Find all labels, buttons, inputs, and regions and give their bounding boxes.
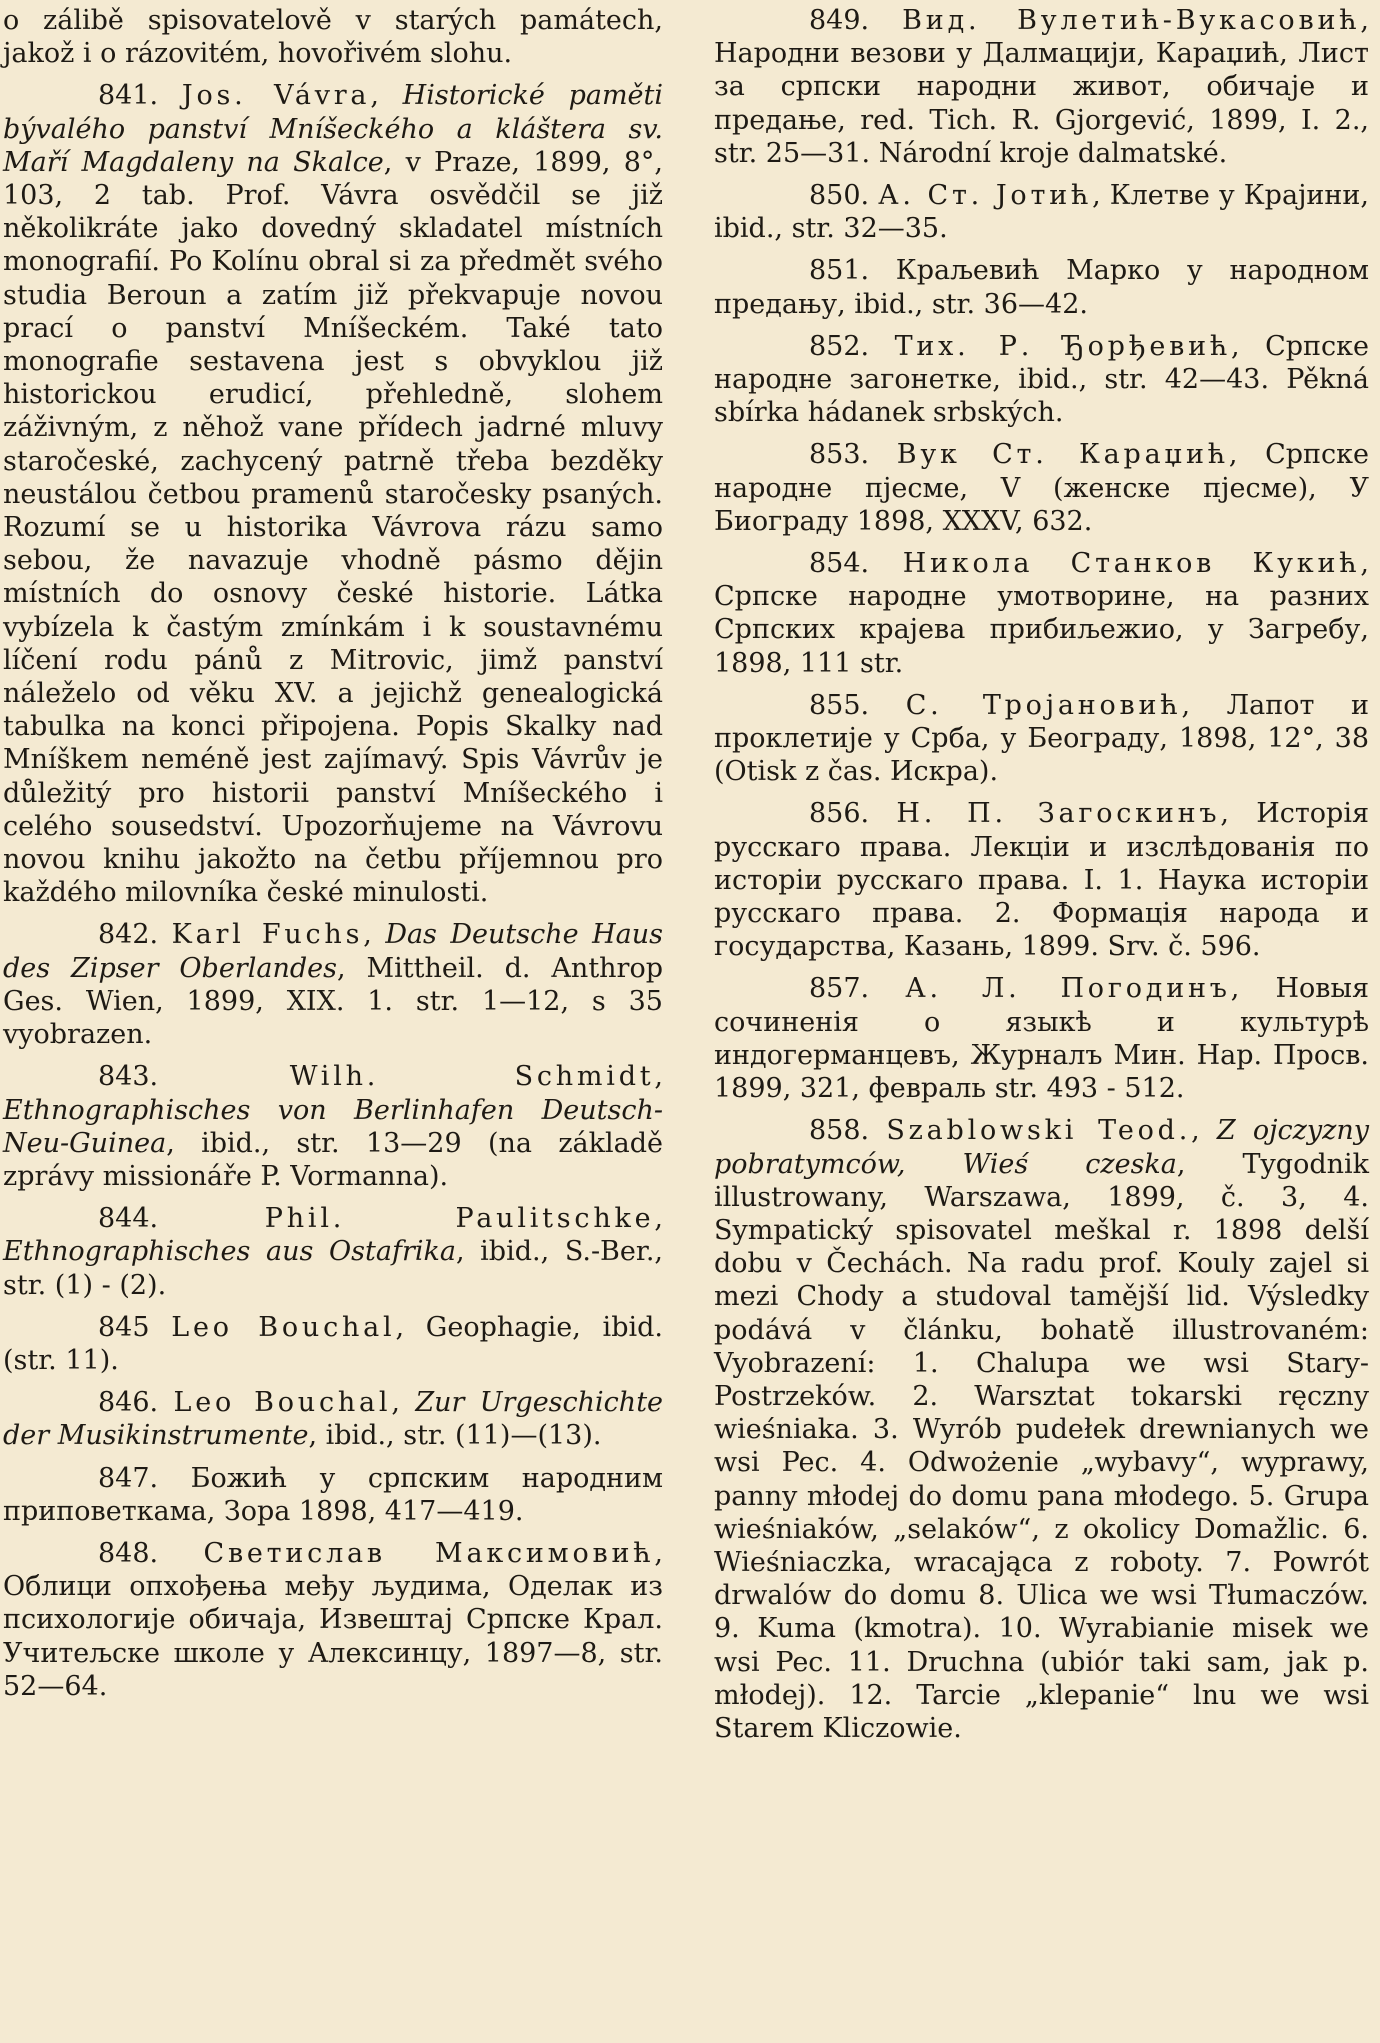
entry-text: , Српске народне пјесме, V (женске пјесме), У Биограду 1898, XXXV, 632. [714, 439, 1370, 537]
entry-title: Ethnographisches aus Ostafrika [3, 1236, 456, 1268]
entry-text: , Geophagie, ibid. (str. 11). [3, 1311, 663, 1376]
entry-text: 850. [809, 180, 879, 212]
entry-text: , [654, 1061, 664, 1093]
entry-author: Тих. Р. Ђорђевић [894, 330, 1232, 362]
entry-author: Вид. Вулетић-Вукасовић [902, 5, 1361, 36]
entry-author: Leo Bouchal [171, 1311, 396, 1343]
entry-author: Н. П. Загоскинъ [896, 798, 1221, 830]
entry-text: 849. [809, 5, 903, 36]
entry-author: Jos. Vávra [181, 80, 371, 112]
entry-842 [3, 918, 663, 1051]
entry-849 [714, 4, 1369, 170]
entry-author: Вук Ст. Караџић [896, 439, 1229, 471]
entry-text: 846. [98, 1387, 174, 1419]
entry-text: , [654, 1203, 663, 1235]
entry-text: 854. [809, 548, 903, 580]
entry-author: Никола Станков Кукић [902, 548, 1361, 580]
entry-text: , [370, 80, 403, 112]
right-column [714, 4, 1369, 1754]
entry-text: , Облици опхођења међу људима, Оделак из психологије обичаја, Извештај Српске Крал. Учитељске школе у Алексинцу, 1897—8, str. 52—64. [3, 1537, 663, 1702]
entry-text: , Исторія русскаго права. Лекціи и изслѣдованія по исторіи русскаго права. I. 1. Наука исторіи русскаго права. 2. Формація народа и государства, Казань, 1899. Srv. č. 596. [714, 798, 1370, 963]
entry-title: Zur Urgeschichte der Musikinstrumente [3, 1387, 664, 1452]
entry-text: , ibid., str. (11)—(13). [308, 1420, 602, 1452]
entry-text: 848. [98, 1537, 204, 1569]
entry-text: 851. Краљевић Марко у народном предању, ibid., str. 36—42. [714, 255, 1369, 320]
entry-853 [714, 438, 1369, 538]
entry-author: С. Тројановић [905, 689, 1182, 721]
entry-title: Z ojczyzny pobratymców, Wieś czeska [714, 1115, 1370, 1180]
entry-text: , v Praze, 1899, 8°, 103, 2 tab. Prof. Vávra osvědčil se již několikráte jako dovedný skladatel místních monografií. Po Kolínu obral si za předmět svého studia Beroun a zatím již překvapuje novou prací o panství Mníšeckém. Také tato monografie sestavena jest s obvyklou již historickou erudicí, přehledně, slohem záživným, z něhož vane přídech jadrné mluvy staročeské, zachycený patrně třeba bezděky neustálou četbou pramenů staročesky psaných. Rozumí se u historika Vávrova rázu samo sebou, že navazuje vhodně pásmo dějin místních do osnovy české historie. Látka vybízela k častým zmínkám i k soustavnému líčení rodu pánů z Mitrovic, jimž panství náleželo od věku XV. a jejichž genealogická tabulka na konci připojena. Popis Skalky nad Mníškem neméně jest zajímavý. Spis Vávrův je důležitý pro historii panství Mníšeckého i celého sousedství. Upozorňujeme na Vávrovu novou knihu jakožto na četbu příjemnou pro každého milovníka české minulosti. [3, 146, 663, 909]
entry-author: Leo Bouchal [173, 1387, 392, 1419]
entry-text: , Српске народне загонетке, ibid., str. 42—43. Pěkná sbírka hádanek srbských. [714, 330, 1369, 429]
entry-author: А. Л. Погодинъ [905, 973, 1231, 1005]
entry-847 [3, 1462, 663, 1528]
entry-text: , Mittheil. d. Anthrop Ges. Wien, 1899, XIX. 1. str. 1—12, s 35 vyobrazen. [3, 952, 663, 1051]
entry-text: 855. [809, 689, 906, 721]
entry-text: , Народни везови у Далмацији, Караџић, Лист за српски народни живот, обичаје и предање, red. Tich. R. Gjorgević, 1899, I. 2., str. 25—31. Národní kroje dalmatské. [714, 5, 1369, 169]
entry-855 [714, 689, 1369, 789]
entry-text: 847. Божић у српским народним приповеткама, Зора 1898, 417—419. [3, 1462, 663, 1527]
entry-text: , Српске народне умотворине, на разних Српских крајева прибиљежио, у Загребу, 1898, 111 str. [714, 548, 1369, 679]
entry-text: o zálibě spisovatelově v starých památech, jakož i o rázovitém, hovořivém slohu. [3, 5, 663, 70]
entry-857 [714, 972, 1369, 1105]
entry-text: 858. [809, 1115, 887, 1147]
entry-844 [3, 1202, 663, 1302]
entry-text: , [391, 1387, 416, 1419]
left-column [3, 4, 663, 1712]
entry-title: Ethnographisches von Berlinhafen Deutsch-Neu-Guinea [3, 1094, 663, 1159]
entry-continuation [3, 4, 663, 70]
entry-text: 857. [809, 973, 906, 1005]
entry-author: Светислав Максимовић [203, 1537, 655, 1569]
entry-854 [714, 547, 1369, 680]
entry-text: , Tygodnik illustrowany, Warszawa, 1899, č. 3, 4. Sympatický spisovatel meškal r. 1898 delší dobu v Čechách. Na radu prof. Kouly zajel si mezi Chody a studoval tamější lid. Výsledky podává v článku, bohatě illustrovaném: Vyobrazení: 1. Chalupa we wsi Stary-Postrzeków. 2. Warsztat tokarski ręczny wieśniaka. 3. Wyrób pudełek drewnianych we wsi Pec. 4. Odwożenie „wybavy“, wyprawy, panny młodej do domu pana młodego. 5. Grupa wieśniaków, „selaków“, z okolicy Domažlic. 6. Wieśniaczka, wracająca z roboty. 7. Powrót drwalów do domu 8. Ulica we wsi Tłumaczów. 9. Kuma (kmotra). 10. Wyrabianie misek we wsi Pec. 11. Druchna (ubiór taki sam, jak p. młodej). 12. Tarcie „klepanie“ lnu we wsi Starem Kliczowie. [714, 1148, 1369, 1744]
entry-text: , ibid., str. 13—29 (na základě zprávy missionáře P. Vormanna). [3, 1127, 663, 1192]
entry-text: , Новыя сочиненія о языкѣ и культурѣ индогерманцевъ, Журналъ Мин. Нар. Просв. 1899, 321, февраль str. 493 - 512. [714, 973, 1369, 1105]
entry-text: , Лапот и проклетије у Срба, у Београду, 1898, 12°, 38 (Otisk z čas. Искра). [714, 689, 1369, 788]
entry-846 [3, 1386, 663, 1452]
entry-author: А. Ст. Јотић [878, 180, 1093, 212]
entry-author: Phil. Paulitschke [264, 1203, 655, 1235]
entry-text: , [363, 919, 386, 951]
entry-text: 852. [809, 330, 895, 362]
entry-text: , [1191, 1115, 1217, 1147]
entry-title: Historické paměti bývalého panství Mníšeckého a kláštera sv. Maří Magdaleny na Skalce [3, 80, 664, 178]
entry-856 [714, 797, 1369, 963]
entry-text: 853. [809, 439, 897, 471]
entry-title: Das Deutsche Haus des Zipser Oberlandes [3, 919, 664, 984]
entry-848 [3, 1537, 663, 1703]
entry-text: 841. [98, 80, 182, 112]
entry-841 [3, 79, 663, 909]
entry-851 [714, 254, 1369, 320]
entry-text: 842. [98, 919, 172, 951]
entry-843 [3, 1060, 663, 1193]
entry-text: 843. [98, 1061, 290, 1093]
entry-author: Karl Fuchs [171, 919, 364, 951]
entry-text: , Клетве у Крајини, ibid., str. 32—35. [714, 180, 1370, 245]
entry-text: 845 [98, 1311, 172, 1343]
entry-text: 856. [809, 798, 897, 830]
entry-author: Wilh. Schmidt [289, 1061, 655, 1093]
entry-author: Szablowski Teod. [886, 1115, 1192, 1147]
entry-850 [714, 179, 1369, 245]
entry-text: , ibid., S.-Ber., str. (1) - (2). [3, 1236, 663, 1301]
entry-text: 844. [98, 1203, 265, 1235]
entry-858 [714, 1114, 1369, 1745]
entry-845 [3, 1311, 663, 1377]
entry-852 [714, 330, 1369, 430]
